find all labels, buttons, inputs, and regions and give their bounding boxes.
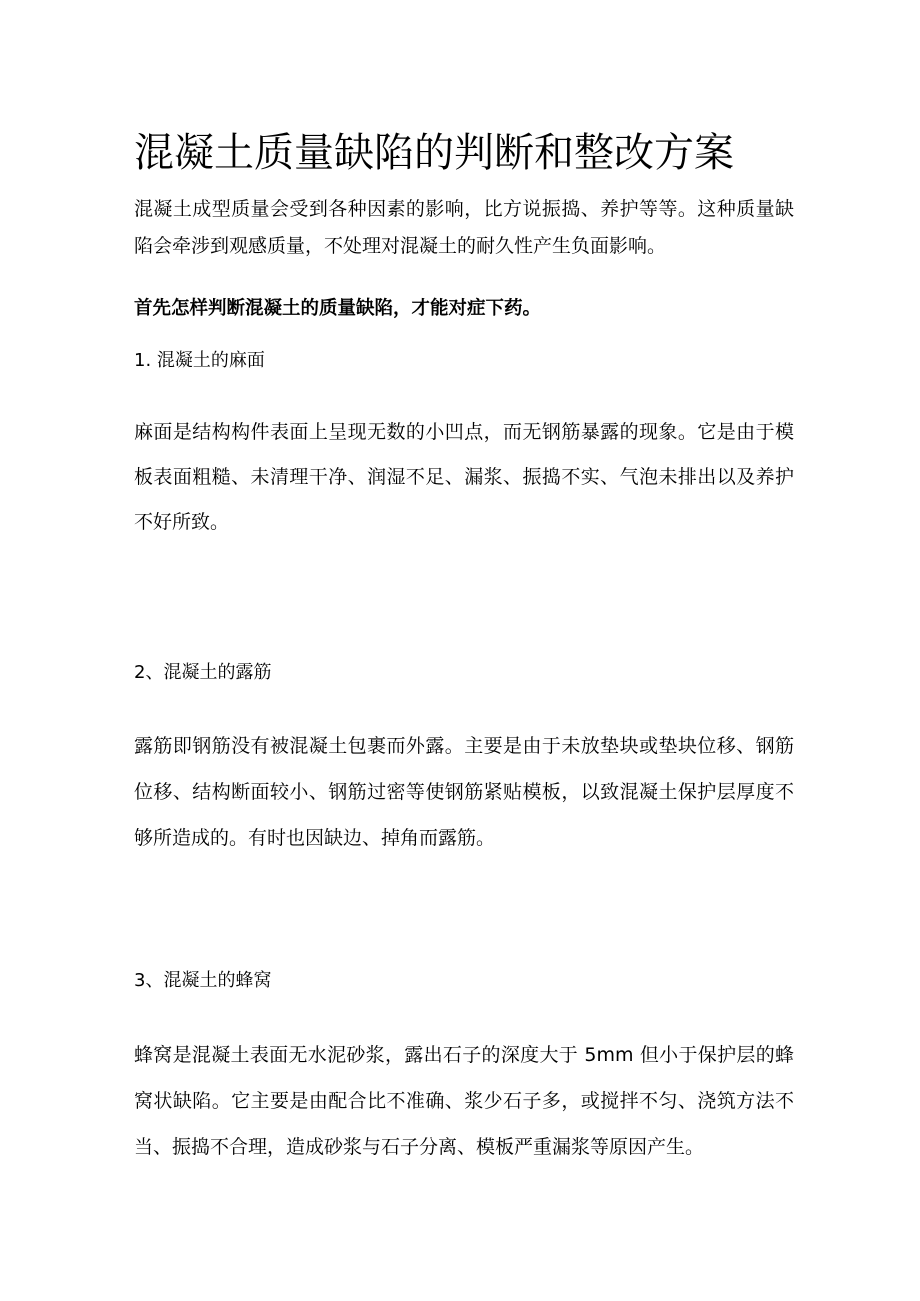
section-heading-exposed-rebar: 2、混凝土的露筋 xyxy=(134,662,272,683)
section-body-honeycomb: 蜂窝是混凝土表面无水泥砂浆，露出石子的深度大于 5mm 但小于保护层的蜂窝状缺陷。它主要是由配合比不准确、浆少石子多，或搅拌不匀、浇筑方法不当、振捣不合理，造成砂浆与石子分离、模板严重漏浆等原因产生。 xyxy=(134,1044,794,1158)
section-body-pitting: 麻面是结构构件表面上呈现无数的小凹点，而无钢筋暴露的现象。它是由于模板表面粗糙、未清理干净、润湿不足、漏浆、振捣不实、气泡未排出以及养护不好所致。 xyxy=(134,421,794,533)
lead-statement: 首先怎样判断混凝土的质量缺陷，才能对症下药。 xyxy=(134,298,542,319)
section-heading-pitting: 1. 混凝土的麻面 xyxy=(134,350,265,371)
section-body-exposed-rebar: 露筋即钢筋没有被混凝土包裹而外露。主要是由于未放垫块或垫块位移、钢筋位移、结构断面较小、钢筋过密等使钢筋紧贴模板，以致混凝土保护层厚度不够所造成的。有时也因缺边、掉角而露筋。 xyxy=(134,735,794,849)
intro-paragraph: 混凝土成型质量会受到各种因素的影响，比方说振捣、养护等等。这种质量缺陷会牵涉到观感质量，不处理对混凝土的耐久性产生负面影响。 xyxy=(134,198,794,257)
page-title: 混凝土质量缺陷的判断和整改方案 xyxy=(134,130,734,176)
section-heading-honeycomb: 3、混凝土的蜂窝 xyxy=(134,970,272,991)
